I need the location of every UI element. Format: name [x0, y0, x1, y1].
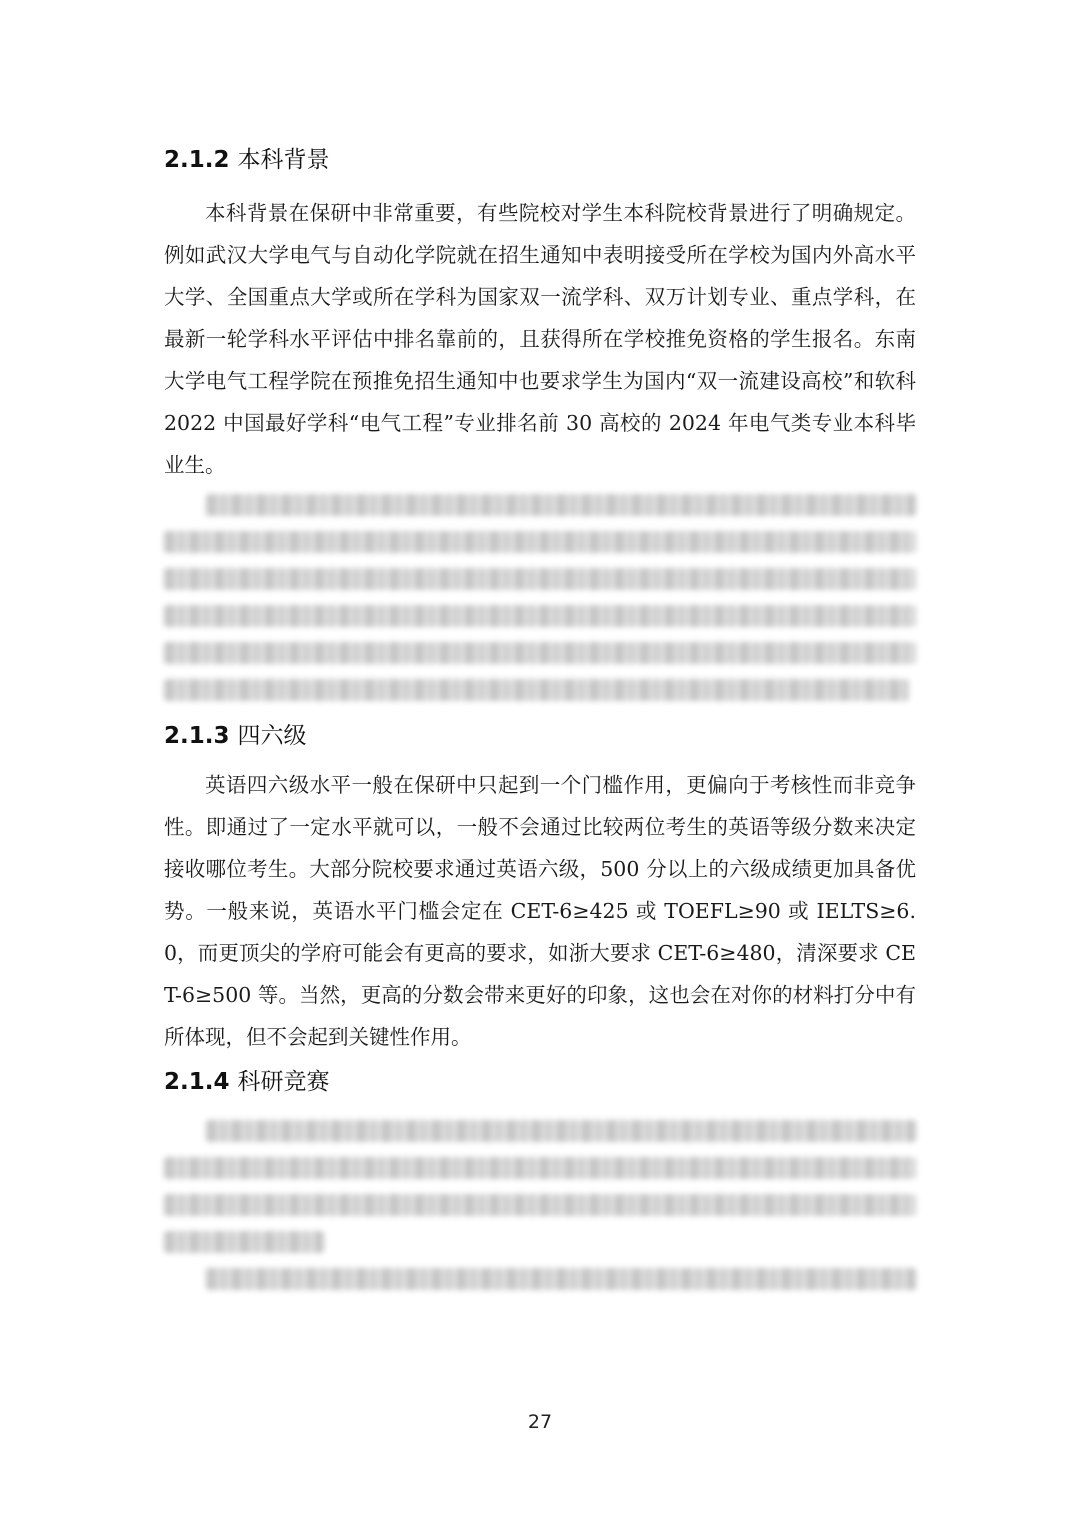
blurred-line	[164, 1157, 916, 1179]
blurred-line	[164, 1231, 324, 1253]
page-number: 27	[527, 1411, 553, 1433]
section-heading-2-1-4	[164, 1062, 916, 1102]
blurred-line	[164, 568, 916, 590]
page-content	[164, 140, 916, 1305]
blurred-paragraph	[164, 1268, 916, 1290]
blurred-line	[164, 531, 916, 553]
paragraph-cet-level: 英语四六级水平一般在保研中只起到一个门槛作用，更偏向于考核性而非竞争性。即通过了一定水平就可以，一般不会通过比较两位考生的英语等级分数来决定接收哪位考生。大部分院校要求通过英语六级，500 分以上的六级成绩更加具备优势。一般来说，英语水平门槛会定在 CET-6≥425 或 TOEFL≥90 或 IELTS≥6.0，而更顶尖的学府可能会有更高的要求，如浙大要求 CET-6≥480，清深要求 CET-6≥500 等。当然，更高的分数会带来更好的印象，这也会在对你的材料打分中有所体现，但不会起到关键性作用。	[164, 773, 916, 1049]
blurred-paragraph	[164, 494, 916, 701]
section-heading-2-1-3	[164, 716, 916, 756]
section-title: 四六级	[237, 723, 307, 749]
section-title: 本科背景	[237, 147, 330, 173]
blurred-line	[164, 605, 916, 627]
section-number: 2.1.4	[164, 1069, 230, 1095]
section-number: 2.1.3	[164, 723, 230, 749]
blurred-line	[164, 642, 916, 664]
blurred-line	[206, 1120, 916, 1142]
blurred-line	[164, 679, 909, 701]
section-title: 科研竞赛	[237, 1069, 330, 1095]
section-number: 2.1.2	[164, 147, 230, 173]
blurred-line	[206, 1268, 916, 1290]
paragraph-undergrad-background: 本科背景在保研中非常重要，有些院校对学生本科院校背景进行了明确规定。例如武汉大学电气与自动化学院就在招生通知中表明接受所在学校为国内外高水平大学、全国重点大学或所在学科为国家双一流学科、双万计划专业、重点学科，在最新一轮学科水平评估中排名靠前的，且获得所在学校推免资格的学生报名。东南大学电气工程学院在预推免招生通知中也要求学生为国内“双一流建设高校”和软科 2022 中国最好学科“电气工程”专业排名前 30 高校的 2024 年电气类专业本科毕业生。	[164, 201, 916, 477]
blurred-line	[164, 1194, 916, 1216]
blurred-paragraph	[164, 1120, 916, 1253]
blurred-line	[206, 494, 916, 516]
section-heading-2-1-2	[164, 140, 916, 180]
